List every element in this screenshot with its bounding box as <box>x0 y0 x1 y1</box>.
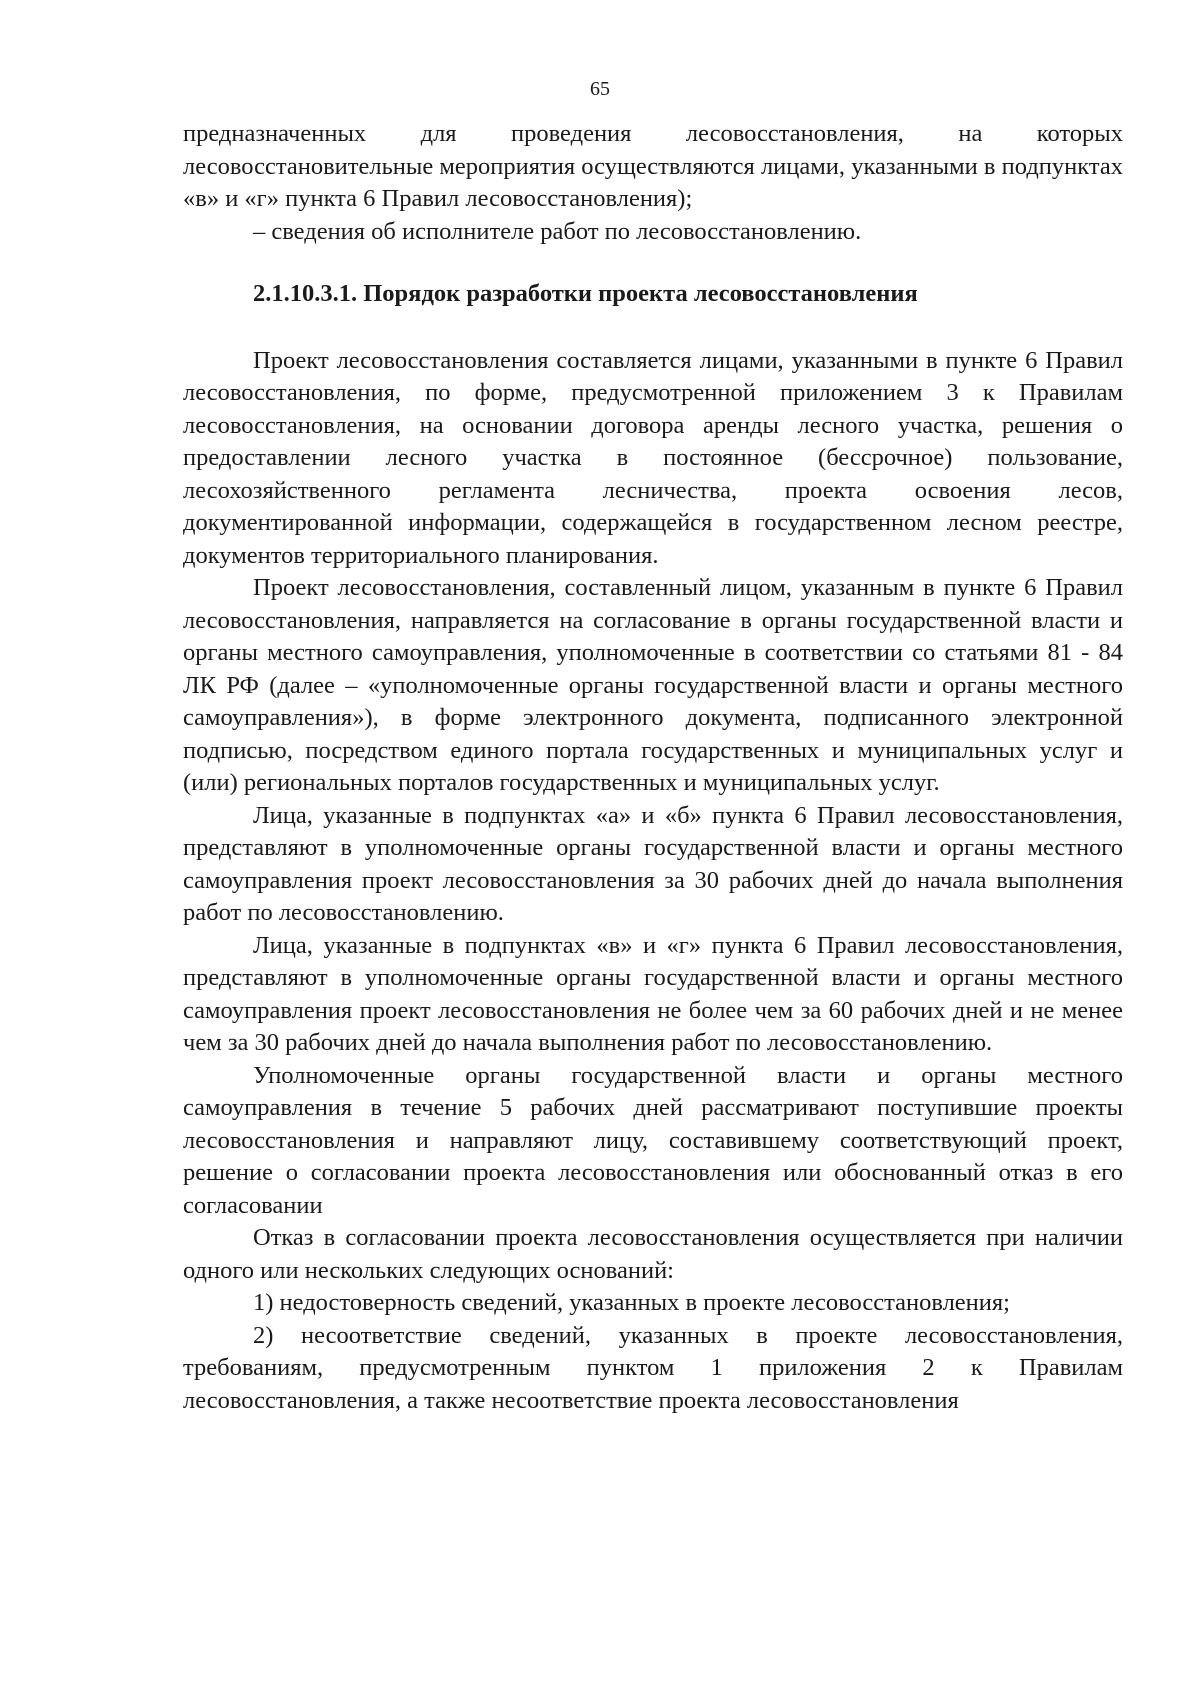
list-item: 1) недостоверность сведений, указанных в проекте лесовосстановления; <box>253 1289 1010 1316</box>
paragraph: Лица, указанные в подпунктах «в» и «г» пункта 6 Правил лесовосстановления, представляют в уполномоченные органы государственной власти и органы местного самоуправления проект лесовосстановления не более чем за 60 рабочих дней и не менее чем за 30 рабочих дней до начала выполнения работ по лесовосстановлению. <box>183 931 1123 1056</box>
list-item-executor-info: – сведения об исполнителе работ по лесовосстановлению. <box>253 217 862 245</box>
section-heading: 2.1.10.3.1. Порядок разработки проекта лесовосстановления <box>253 280 918 307</box>
paragraph: Проект лесовосстановления составляется лицами, указанными в пункте 6 Правил лесовосстановления, по форме, предусмотренной приложением 3 к Правилам лесовосстановления, на основании договора аренды лесного участка, решения о предоставлении лесного участка в постоянное (бессрочное) пользование, лесохозяйственного регламента лесничества, проекта освоения лесов, документированной информации, содержащейся в государственном лесном реестре, документов территориального планирования. <box>183 346 1123 569</box>
page-number: 65 <box>590 78 610 100</box>
paragraph: Уполномоченные органы государственной власти и органы местного самоуправления в течение 5 рабочих дней рассматривают поступившие проекты лесовосстановления и направляют лицу, составившему соответствующий проект, решение о согласовании проекта лесовосстановления или обоснованный отказ в его согласовании <box>183 1061 1123 1219</box>
paragraph-continuation: предназначенных для проведения лесовосстановления, на которых лесовосстановительные мероприятия осуществляются лицами, указанными в подпунктах «в» и «г» пункта 6 Правил лесовосстановления); <box>183 120 1123 212</box>
paragraph: Отказ в согласовании проекта лесовосстановления осуществляется при наличии одного или нескольких следующих оснований: <box>183 1224 1123 1284</box>
document-body <box>183 118 1123 1417</box>
paragraph: Проект лесовосстановления, составленный лицом, указанным в пункте 6 Правил лесовосстановления, направляется на согласование в органы государственной власти и органы местного самоуправления, уполномоченные в соответствии со статьями 81 - 84 ЛК РФ (далее – «уполномоченные органы государственной власти и органы местного самоуправления»), в форме электронного документа, подписанного электронной подписью, посредством единого портала государственных и муниципальных услуг и (или) региональных порталов государственных и муниципальных услуг. <box>183 574 1123 796</box>
list-item: 2) несоответствие сведений, указанных в проекте лесовосстановления, требованиям, предусмотренным пунктом 1 приложения 2 к Правилам лесовосстановления, а также несоответствие проекта лесовосстановления <box>183 1321 1123 1414</box>
paragraph: Лица, указанные в подпунктах «а» и «б» пункта 6 Правил лесовосстановления, представляют в уполномоченные органы государственной власти и органы местного самоуправления проект лесовосстановления за 30 рабочих дней до начала выполнения работ по лесовосстановлению. <box>183 801 1123 926</box>
